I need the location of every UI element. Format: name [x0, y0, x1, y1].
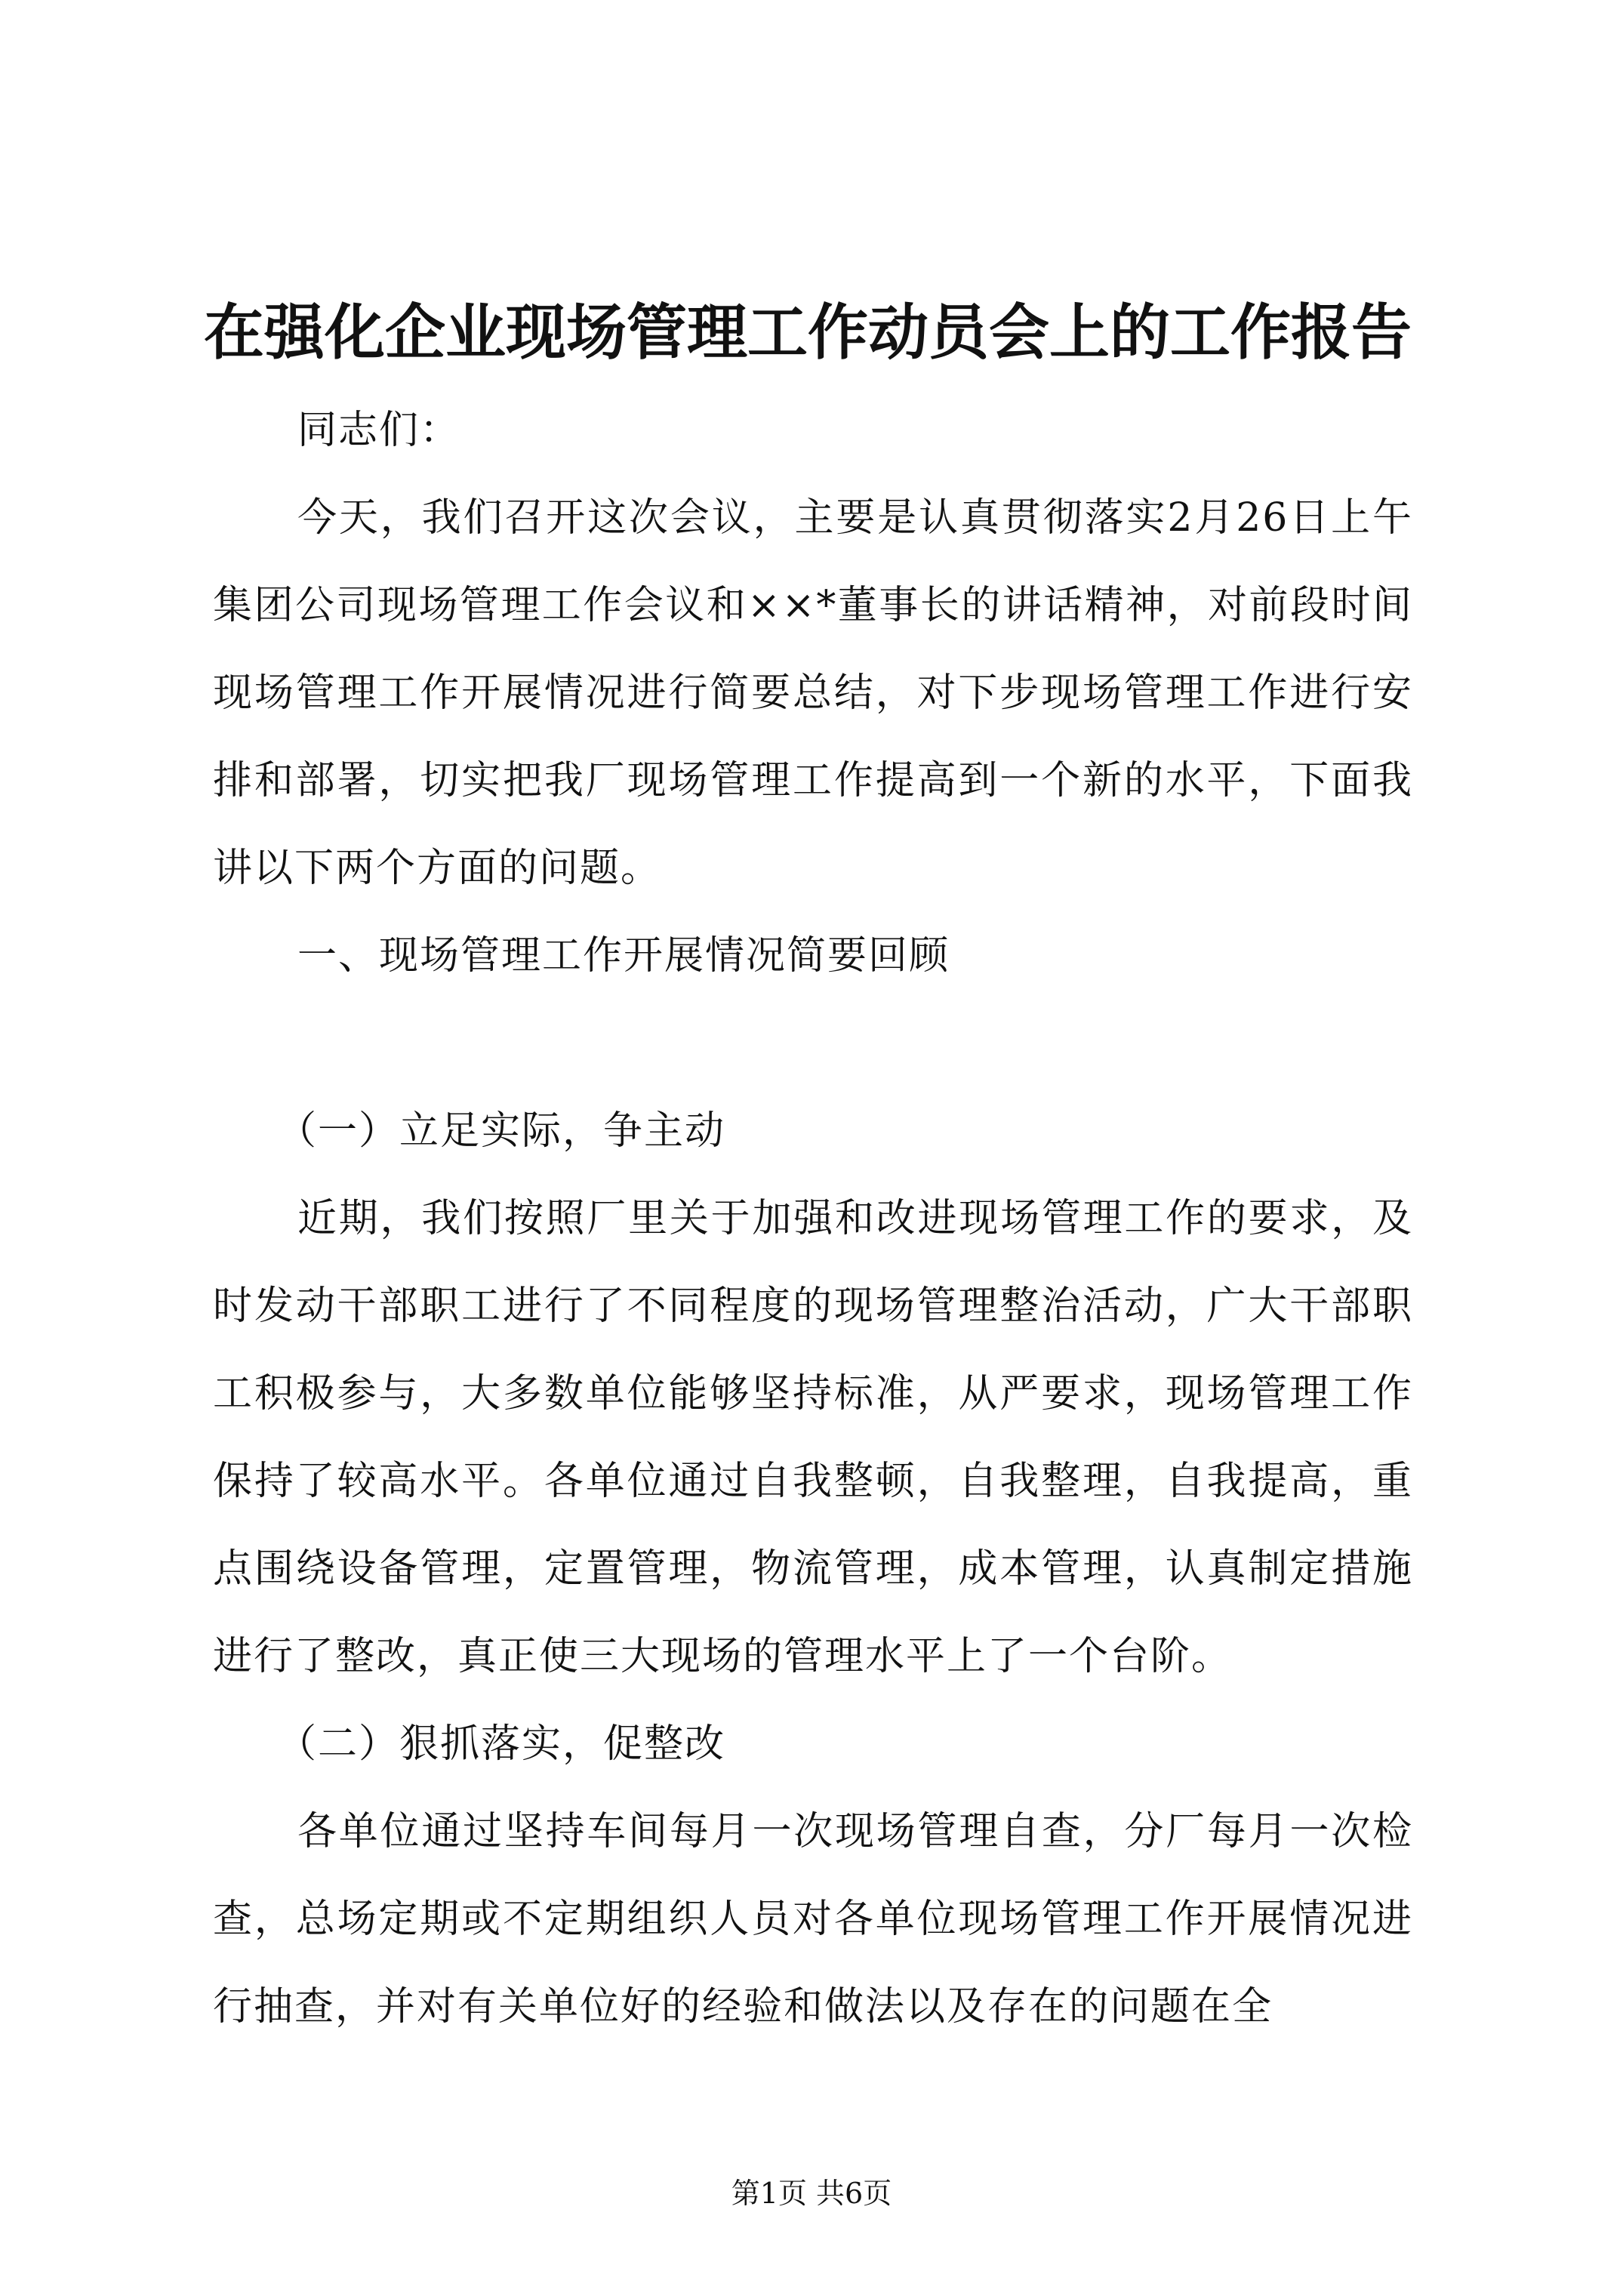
- paragraph-implementation: 各单位通过坚持车间每月一次现场管理自查，分厂每月一次检查，总场定期或不定期组织人员对各单位现场管理工作开展情况进行抽查，并对有关单位好的经验和做法以及存在的问题在全: [213, 1809, 1413, 2029]
- paragraph-intro: 今天，我们召开这次会议，主要是认真贯彻落实2月26日上午集团公司现场管理工作会议和××*董事长的讲话精神，对前段时间现场管理工作开展情况进行简要总结，对下步现场管理工作进行安排和部署，切实把我厂现场管理工作提高到一个新的水平，下面我讲以下两个方面的问题。: [213, 495, 1413, 891]
- section-heading-1: 一、现场管理工作开展情况简要回顾: [297, 933, 950, 978]
- subsection-heading-2: （二）狠抓落实，促整改: [277, 1721, 726, 1767]
- document-body: [213, 387, 1413, 2051]
- salutation: 同志们：: [297, 408, 461, 453]
- section-spacer: [213, 1000, 1413, 1087]
- page-footer: 第1页 共6页: [731, 2177, 892, 2210]
- document-title: 在强化企业现场管理工作动员会上的工作报告: [204, 297, 1412, 368]
- subsection-heading-1: （一）立足实际，争主动: [277, 1108, 726, 1154]
- paragraph-review: 近期，我们按照厂里关于加强和改进现场管理工作的要求，及时发动干部职工进行了不同程度的现场管理整治活动，广大干部职工积极参与，大多数单位能够坚持标准，从严要求，现场管理工作保持了较高水平。各单位通过自我整顿，自我整理，自我提高，重点围绕设备管理，定置管理，物流管理，成本管理，认真制定措施进行了整改，真正使三大现场的管理水平上了一个台阶。: [213, 1196, 1413, 1679]
